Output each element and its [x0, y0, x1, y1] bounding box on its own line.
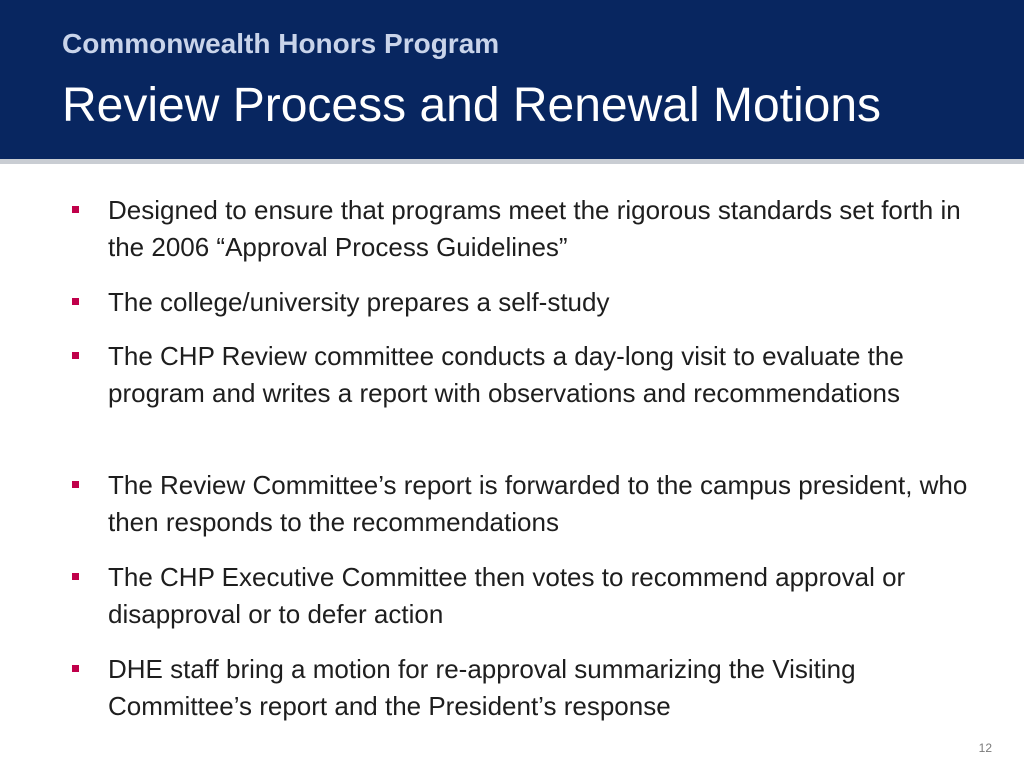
bullet-marker: [72, 206, 79, 213]
bullet-text: DHE staff bring a motion for re-approval summarizing the Visiting Committee’s report and the President’s response: [108, 654, 856, 721]
bullet-text: The Review Committee’s report is forwarded to the campus president, who then responds to the recommendations: [108, 470, 968, 537]
bullet-text: The CHP Review committee conducts a day-long visit to evaluate the program and writes a report with observations and recommendations: [108, 341, 904, 408]
bullet-marker: [72, 352, 79, 359]
slide-subtitle: Commonwealth Honors Program: [62, 28, 500, 59]
bullet-text: The CHP Executive Committee then votes to recommend approval or disapproval or to defer action: [108, 562, 906, 629]
bullet-text: Designed to ensure that programs meet the rigorous standards set forth in the 2006 “Approval Process Guidelines”: [108, 195, 961, 262]
bullet-marker: [72, 298, 79, 305]
slide-title: Review Process and Renewal Motions: [62, 79, 882, 132]
bullet-marker: [72, 481, 79, 488]
page-number: 12: [978, 741, 992, 755]
bullet-marker: [72, 665, 79, 672]
bullet-marker: [72, 573, 79, 580]
bullet-text: The college/university prepares a self-study: [108, 287, 610, 317]
